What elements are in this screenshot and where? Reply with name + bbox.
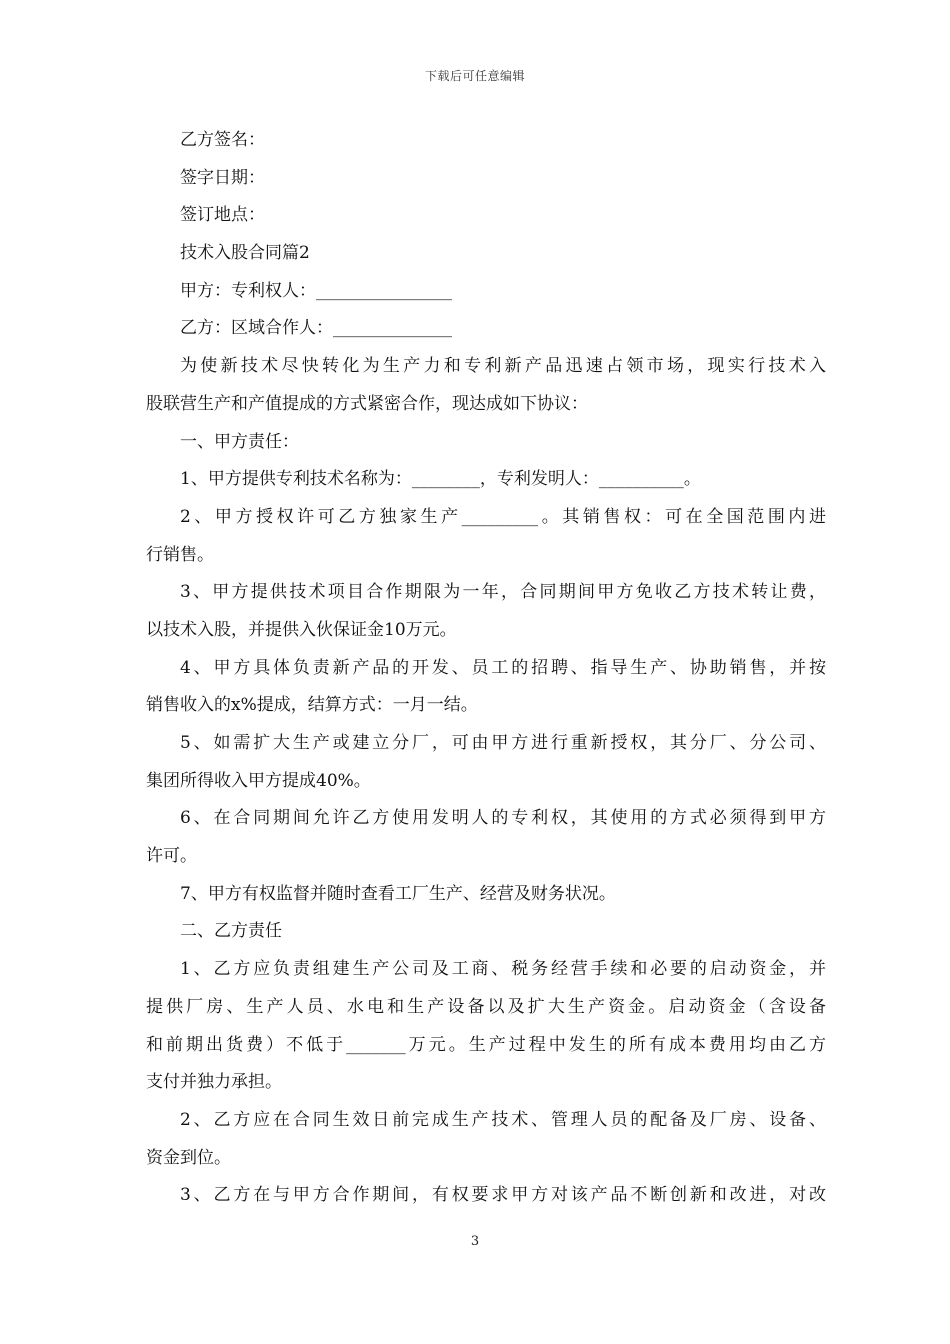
paragraph-line: 集团所得收入甲方提成40%。 [146,770,371,791]
paragraph-line: 2、甲方授权许可乙方独家生产_________。其销售权：可在全国范围内进 [180,506,826,527]
paragraph-line: 甲方：专利权人：________________ [180,280,452,301]
page-header: 下载后可任意编辑 [424,69,525,83]
paragraph-line: 签订地点： [180,205,265,226]
paragraph-line: 销售收入的x%提成，结算方式：一月一结。 [146,695,478,716]
paragraph-line: 3、甲方提供技术项目合作期限为一年，合同期间甲方免收乙方技术转让费， [180,582,826,603]
paragraph-line: 技术入股合同篇2 [180,243,310,264]
paragraph-line: 乙方签名： [180,130,265,150]
paragraph-line: 支付并独力承担。 [146,1072,282,1093]
paragraph-line: 提供厂房、生产人员、水电和生产设备以及扩大生产资金。启动资金（含设备 [146,996,826,1017]
paragraph-line: 7、甲方有权监督并随时查看工厂生产、经营及财务状况。 [180,883,616,904]
paragraph-line: 资金到位。 [146,1147,231,1168]
paragraph-line: 1、甲方提供专利技术名称为：________，专利发明人：__________。 [180,469,701,490]
paragraph-line: 以技术入股，并提供入伙保证金10万元。 [146,619,457,640]
paragraph-line: 股联营生产和产值提成的方式紧密合作，现达成如下协议： [146,393,588,414]
page-number: 3 [470,1234,480,1249]
paragraph-line: 许可。 [146,846,197,867]
paragraph-line: 6、在合同期间允许乙方使用发明人的专利权，其使用的方式必须得到甲方 [180,808,826,829]
paragraph-line: 一、甲方责任： [180,431,299,452]
paragraph-line: 3、乙方在与甲方合作期间，有权要求甲方对该产品不断创新和改进，对改 [180,1185,826,1206]
paragraph-line: 5、如需扩大生产或建立分厂，可由甲方进行重新授权，其分厂、分公司、 [180,733,826,753]
paragraph-line: 4、甲方具体负责新产品的开发、员工的招聘、指导生产、协助销售，并按 [180,657,826,678]
paragraph-line: 2、乙方应在合同生效日前完成生产技术、管理人员的配备及厂房、设备、 [180,1109,826,1130]
paragraph-line: 为使新技术尽快转化为生产力和专利新产品迅速占领市场，现实行技术入 [180,356,826,377]
paragraph-line: 签字日期： [180,167,265,188]
paragraph-line: 行销售。 [146,544,214,565]
paragraph-line: 二、乙方责任 [180,921,282,942]
paragraph-line: 1、乙方应负责组建生产公司及工商、税务经营手续和必要的启动资金，并 [180,959,826,980]
paragraph-line: 和前期出货费）不低于_______万元。生产过程中发生的所有成本费用均由乙方 [146,1034,826,1055]
document-body [146,122,826,1215]
paragraph-line: 乙方：区域合作人：______________ [180,318,452,339]
